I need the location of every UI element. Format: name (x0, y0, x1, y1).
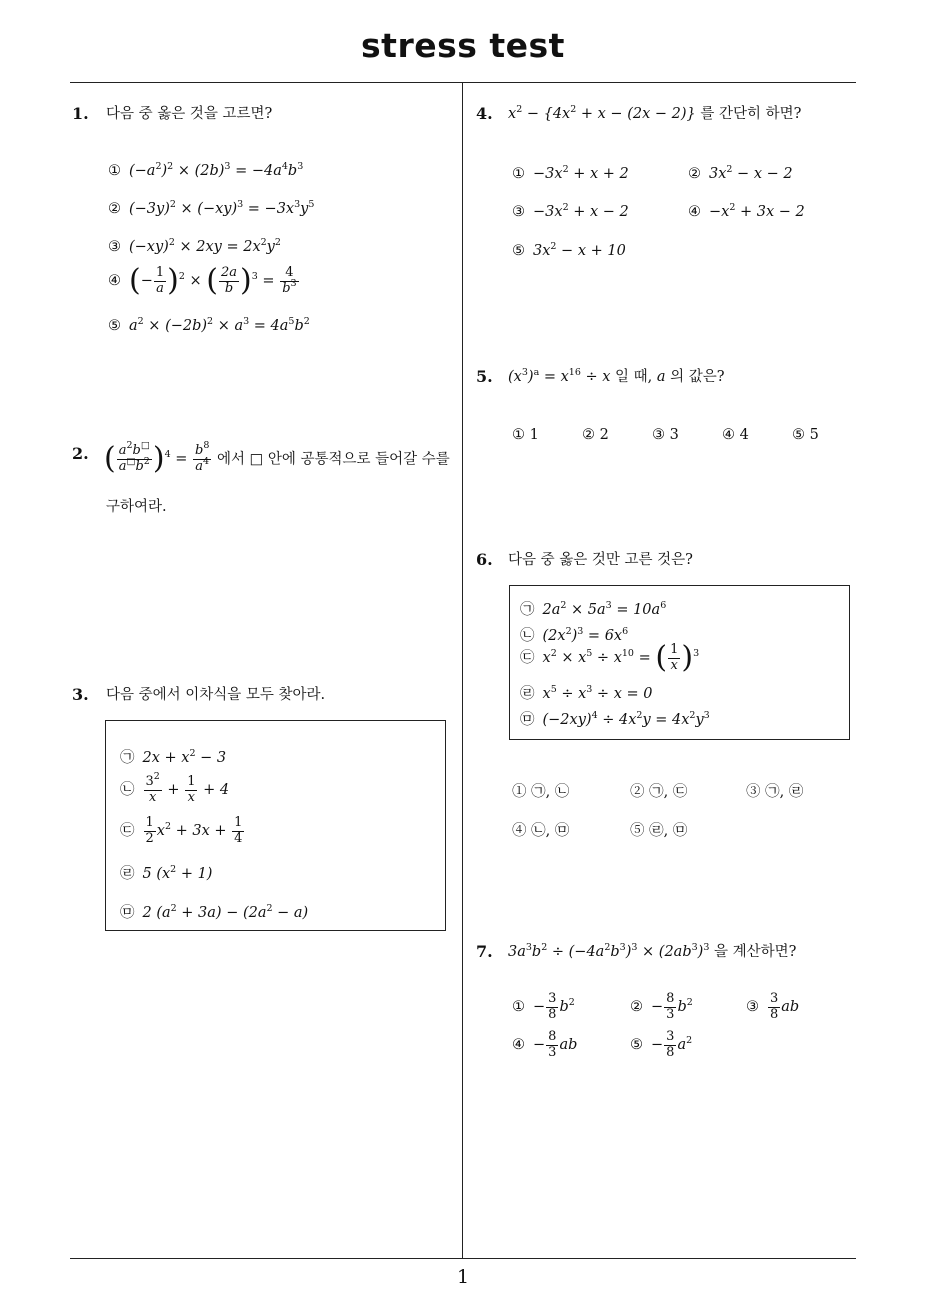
question-text: 다음 중에서 이차식을 모두 찾아라. (106, 687, 326, 703)
option-3[interactable]: ③ ㉠, ㉣ (746, 784, 804, 800)
option-3[interactable]: ③ $-3x^2 + x - 2$ (512, 202, 629, 220)
option-2[interactable]: ② $3x^2 - x - 2$ (688, 164, 793, 182)
statement-4: ㉣ $x^5 \div x^3 \div x = 0$ (520, 684, 653, 702)
option-1[interactable]: ① − $\frac{3}{8}$ $b^2$ (512, 991, 575, 1022)
option-3[interactable]: ③ $\frac{3}{8}$ ab (746, 991, 800, 1022)
question-number: 4. (476, 104, 493, 123)
question-text: $x^2 - \{4x^2 + x - (2x - 2)\}$ 를 간단히 하면? (508, 104, 802, 122)
question-text: $(x^3)^a = x^{16} \div x$ 일 때, a 의 값은? (508, 367, 725, 385)
expression-5: ㉤ 2 $(a^2 + 3a) - (2a^2 - a)$ (120, 903, 309, 921)
option-4[interactable]: ④ ㉡, ㉤ (512, 823, 570, 839)
option-1[interactable]: ① $-3x^2 + x + 2$ (512, 164, 629, 182)
option-2[interactable]: ② − $\frac{8}{3}$ $b^2$ (630, 991, 693, 1022)
question-text: 다음 중 옳은 것만 고른 것은? (508, 552, 693, 568)
option-4[interactable]: ④ − $\frac{8}{3}$ ab (512, 1029, 578, 1060)
option-3[interactable]: ③ 3 (652, 427, 679, 443)
page-title: stress test (361, 26, 565, 65)
question-text: ( $\frac{a^2b^□}{a^□b^2}$ )$^4$ = $\frac{b^8}{a^4}$ 에서 □ 안에 공통적으로 들어갈 수를 (104, 440, 450, 477)
option-3[interactable]: ③ $(-xy)^2 \times 2xy = 2x^2y^2$ (108, 237, 281, 255)
expression-1: ㉠ $2x + x^2 - 3$ (120, 748, 227, 766)
option-5[interactable]: ⑤ ㉣, ㉤ (630, 823, 688, 839)
option-5[interactable]: ⑤ − $\frac{3}{8}$ $a^2$ (630, 1029, 693, 1060)
bottom-rule (70, 1258, 856, 1259)
option-4[interactable]: ④ $-x^2 + 3x - 2$ (688, 202, 805, 220)
option-2[interactable]: ② ㉠, ㉢ (630, 784, 688, 800)
option-5[interactable]: ⑤ 5 (792, 427, 819, 443)
statement-1: ㉠ $2a^2 \times 5a^3 = 10a^6$ (520, 600, 667, 618)
question-number: 6. (476, 550, 493, 569)
statement-3: ㉢ $x^2 \times x^5 \div x^{10}$ = ( $\frac{1}{x}$ )$^3$ (520, 640, 700, 676)
option-4[interactable]: ④ 4 (722, 427, 749, 443)
expression-2: ㉡ $\frac{3^2}{x}$ + $\frac{1}{x}$ + 4 (120, 771, 230, 805)
question-number: 1. (72, 104, 89, 123)
option-1[interactable]: ① $(-a^2)^2 \times (2b)^3 = -4a^4b^3$ (108, 161, 304, 179)
expression-4: ㉣ 5 $(x^2 + 1)$ (120, 864, 213, 882)
question-text-cont: 구하여라. (106, 499, 167, 515)
expression-3: ㉢ $\frac{1}{2}$ $x^2 + 3x$ + $\frac{1}{4}$ (120, 815, 243, 846)
question-text: $3a^3b^2 \div (-4a^2b^3)^3 \times (2ab^3)^3$ 을 계산하면? (508, 942, 797, 960)
option-1[interactable]: ① ㉠, ㉡ (512, 784, 570, 800)
question-number: 7. (476, 942, 493, 961)
option-1[interactable]: ① 1 (512, 427, 539, 443)
page-number: 1 (456, 1266, 470, 1288)
top-rule (70, 82, 856, 83)
statement-5: ㉤ $(-2xy)^4 \div 4x^2y = 4x^2y^3$ (520, 710, 710, 728)
option-5[interactable]: ⑤ $3x^2 - x + 10$ (512, 241, 626, 259)
option-2[interactable]: ② $(-3y)^2 \times (-xy)^3 = -3x^3y^5$ (108, 199, 315, 217)
question-number: 5. (476, 367, 493, 386)
statement-2: ㉡ $(2x^2)^3 = 6x^6$ (520, 626, 629, 644)
question-number: 2. (72, 444, 89, 463)
option-4[interactable]: ④ (− $\frac{1}{a}$ )$^2$ × ( $\frac{2a}{b}$ )$^3$ = $\frac{4}{b^3}$ (108, 263, 297, 299)
column-divider (462, 83, 463, 1258)
question-text: 다음 중 옳은 것을 고르면? (106, 106, 273, 122)
question-number: 3. (72, 685, 89, 704)
option-2[interactable]: ② 2 (582, 427, 609, 443)
option-5[interactable]: ⑤ $a^2 \times (-2b)^2 \times a^3 = 4a^5b^2$ (108, 316, 310, 334)
